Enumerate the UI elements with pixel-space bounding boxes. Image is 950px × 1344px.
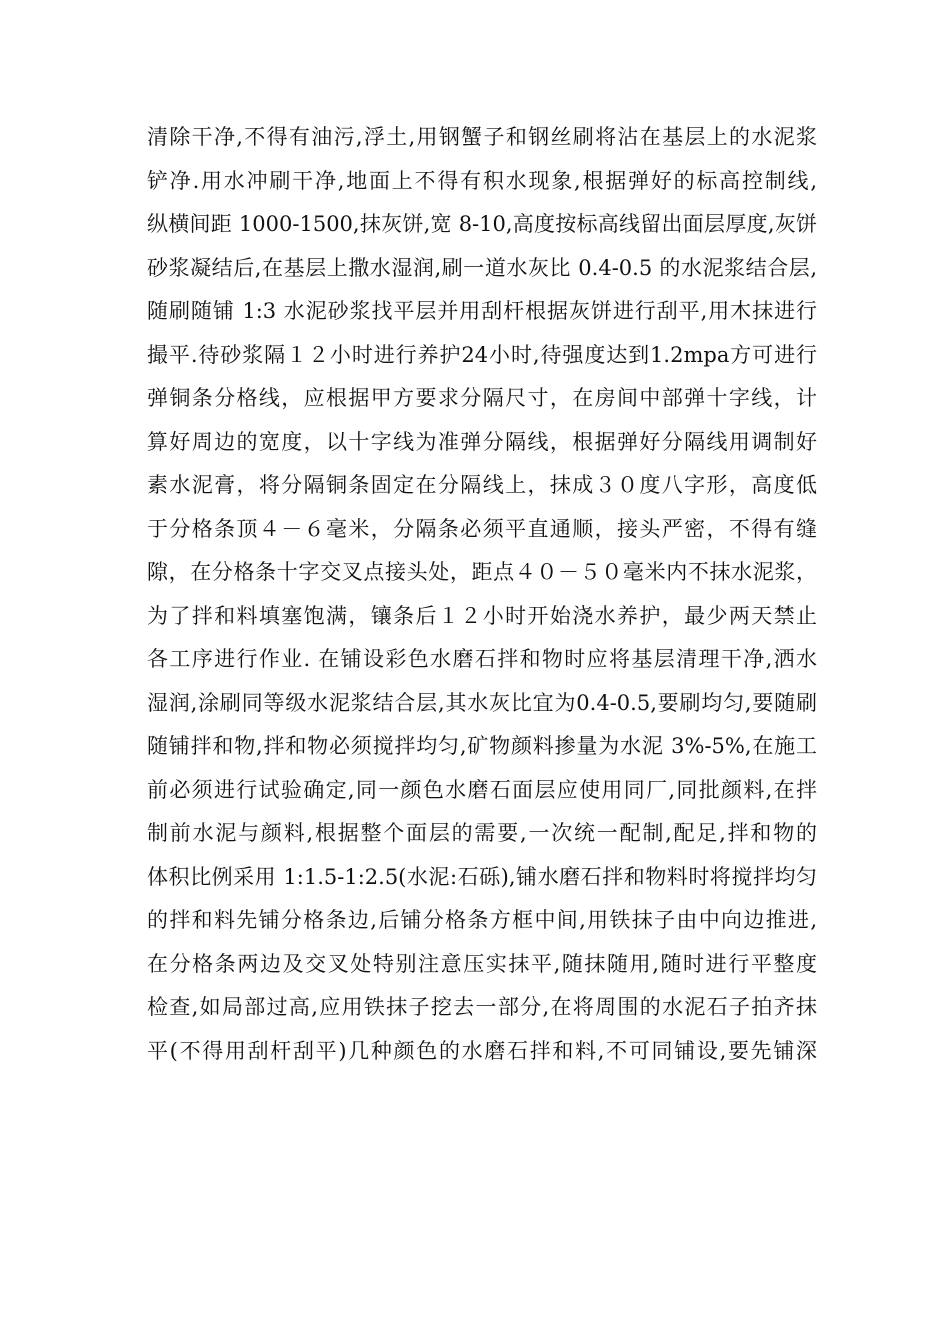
text-line: 随铺拌和物,拌和物必须搅拌均匀,矿物颜料掺量为水泥 3%-5%,在施工 [147, 734, 817, 758]
text-line: 砂浆凝结后,在基层上撒水湿润,刷一道水灰比 0.4-0.5 的水泥浆结合层, [147, 255, 817, 280]
text-line: 于分格条顶４－６毫米，分隔条必须平直通顺，接头严密，不得有缝 [147, 516, 817, 541]
text-line: 的拌和料先铺分格条边,后铺分格条方框中间,用铁抹子由中向边推进, [147, 908, 817, 932]
text-line: 弹铜条分格线，应根据甲方要求分隔尺寸，在房间中部弹十字线，计 [147, 386, 817, 410]
text-line: 清除干净,不得有油污,浮土,用钢蟹子和钢丝刷将沾在基层上的水泥浆 [147, 125, 817, 149]
text-line: 制前水泥与颜料,根据整个面层的需要,一次统一配制,配足,拌和物的 [147, 821, 817, 845]
text-line: 湿润,涂刷同等级水泥浆结合层,其水灰比宜为0.4-0.5,要刷均匀,要随刷 [147, 690, 817, 715]
text-line: 算好周边的宽度，以十字线为准弹分隔线，根据弹好分隔线用调制好 [147, 429, 817, 454]
text-line: 随刷随铺 1:3 水泥砂浆找平层并用刮杆根据灰饼进行刮平,用木抹进行 [147, 299, 817, 323]
text-line: 体积比例采用 1:1.5-1:2.5(水泥:石砾),铺水磨石拌和物料时将搅拌均匀 [147, 864, 817, 889]
text-line: 各工序进行作业. 在铺设彩色水磨石拌和物时应将基层清理干净,洒水 [147, 647, 817, 671]
text-line: 隙，在分格条十字交叉点接头处，距点４０－５０毫米内不抹水泥浆， [147, 560, 817, 584]
text-line: 为了拌和料填塞饱满，镶条后１２小时开始浇水养护，最少两天禁止 [147, 603, 817, 628]
text-line: 纵横间距 1000-1500,抹灰饼,宽 8-10,高度按标高线留出面层厚度,灰饼 [147, 212, 817, 236]
text-line: 前必须进行试验确定,同一颜色水磨石面层应使用同厂,同批颜料,在拌 [147, 777, 817, 802]
text-line: 在分格条两边及交叉处特别注意压实抹平,随抹随用,随时进行平整度 [147, 951, 817, 976]
text-line: 平(不得用刮杆刮平)几种颜色的水磨石拌和料,不可同铺设,要先铺深 [147, 1038, 817, 1063]
body-text [147, 116, 817, 1073]
text-line: 撮平.待砂浆隔１２小时进行养护24小时,待强度达到1.2mpa方可进行 [147, 342, 817, 367]
text-line: 素水泥膏，将分隔铜条固定在分隔线上，抹成３０度八字形，高度低 [147, 473, 817, 497]
text-line: 检查,如局部过高,应用铁抹子挖去一部分,在将周围的水泥石子拍齐抹 [147, 995, 817, 1019]
text-line: 铲净.用水冲刷干净,地面上不得有积水现象,根据弹好的标高控制线, [147, 168, 817, 193]
